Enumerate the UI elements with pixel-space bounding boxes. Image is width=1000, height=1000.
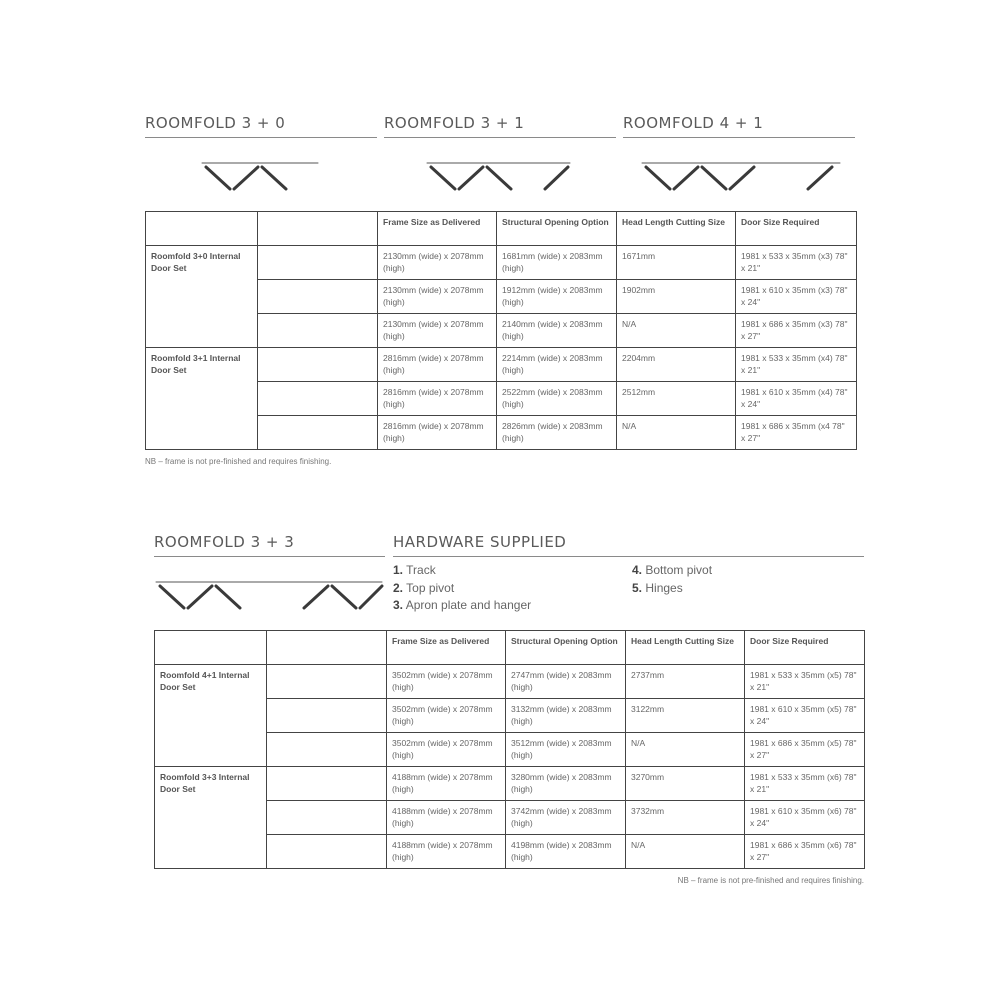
opening-cell: 2140mm (wide) x 2083mm (high) [497,314,617,348]
heading-roomfold-4-1: ROOMFOLD 4 + 1 [623,114,855,138]
finishing-note-2: NB – frame is not pre-finished and requires finishing. [677,876,864,885]
frame-cell: 4188mm (wide) x 2078mm (high) [387,835,506,869]
frame-cell: 3502mm (wide) x 2078mm (high) [387,665,506,699]
door-cell: 1981 x 533 x 35mm (x6) 78" x 21" [745,767,865,801]
opening-cell: 3742mm (wide) x 2083mm (high) [506,801,626,835]
opening-cell: 1681mm (wide) x 2083mm (high) [497,246,617,280]
door-cell: 1981 x 686 x 35mm (x5) 78" x 27" [745,733,865,767]
column-header: Head Length Cutting Size [617,212,736,246]
head-cell: N/A [617,314,736,348]
head-cell: N/A [617,416,736,450]
door-cell: 1981 x 686 x 35mm (x3) 78" x 27" [736,314,857,348]
door-cell: 1981 x 610 x 35mm (x5) 78" x 24" [745,699,865,733]
opening-cell: 3280mm (wide) x 2083mm (high) [506,767,626,801]
frame-cell: 4188mm (wide) x 2078mm (high) [387,801,506,835]
heading-roomfold-3-3: ROOMFOLD 3 + 3 [154,533,385,557]
blank-cell [258,382,378,416]
opening-cell: 2522mm (wide) x 2083mm (high) [497,382,617,416]
frame-cell: 2816mm (wide) x 2078mm (high) [378,382,497,416]
blank-cell [258,280,378,314]
table-header-row [146,212,857,246]
frame-cell: 4188mm (wide) x 2078mm (high) [387,767,506,801]
opening-cell: 4198mm (wide) x 2083mm (high) [506,835,626,869]
head-cell: 2512mm [617,382,736,416]
column-header: Head Length Cutting Size [626,631,745,665]
blank-cell [267,665,387,699]
blank-header [146,212,258,246]
hardware-item: 3. Apron plate and hanger [393,598,532,612]
opening-cell: 3132mm (wide) x 2083mm (high) [506,699,626,733]
group-label: Roomfold 3+1 Internal Door Set [146,348,258,450]
door-cell: 1981 x 686 x 35mm (x4 78" x 27" [736,416,857,450]
frame-cell: 2130mm (wide) x 2078mm (high) [378,246,497,280]
heading-roomfold-3-1: ROOMFOLD 3 + 1 [384,114,616,138]
opening-cell: 3512mm (wide) x 2083mm (high) [506,733,626,767]
spec-table-2 [154,630,865,869]
blank-cell [258,246,378,280]
blank-cell [258,348,378,382]
head-cell: 3270mm [626,767,745,801]
head-cell: 3122mm [626,699,745,733]
blank-header [258,212,378,246]
table-row [146,348,857,382]
head-cell: 1902mm [617,280,736,314]
column-header: Structural Opening Option [497,212,617,246]
door-cell: 1981 x 533 x 35mm (x4) 78" x 21" [736,348,857,382]
heading-roomfold-3-0: ROOMFOLD 3 + 0 [145,114,377,138]
fold-diagram-4-1 [640,158,845,194]
head-cell: N/A [626,733,745,767]
opening-cell: 2826mm (wide) x 2083mm (high) [497,416,617,450]
head-cell: 2204mm [617,348,736,382]
finishing-note-1: NB – frame is not pre-finished and requires finishing. [145,457,332,466]
column-header: Door Size Required [745,631,865,665]
fold-diagram-3-0 [200,158,325,194]
door-cell: 1981 x 533 x 35mm (x5) 78" x 21" [745,665,865,699]
blank-cell [267,801,387,835]
table-row [155,665,865,699]
heading-hardware-supplied: HARDWARE SUPPLIED [393,533,864,557]
head-cell: 3732mm [626,801,745,835]
blank-cell [267,835,387,869]
frame-cell: 2130mm (wide) x 2078mm (high) [378,280,497,314]
spec-table-1 [145,211,857,450]
door-cell: 1981 x 686 x 35mm (x6) 78" x 27" [745,835,865,869]
head-cell: 1671mm [617,246,736,280]
opening-cell: 1912mm (wide) x 2083mm (high) [497,280,617,314]
door-cell: 1981 x 610 x 35mm (x3) 78" x 24" [736,280,857,314]
fold-diagram-3-3 [154,577,386,615]
hardware-item: 5. Hinges [632,581,683,595]
head-cell: N/A [626,835,745,869]
group-label: Roomfold 4+1 Internal Door Set [155,665,267,767]
column-header: Frame Size as Delivered [387,631,506,665]
frame-cell: 2816mm (wide) x 2078mm (high) [378,348,497,382]
opening-cell: 2214mm (wide) x 2083mm (high) [497,348,617,382]
frame-cell: 3502mm (wide) x 2078mm (high) [387,733,506,767]
table-row [146,246,857,280]
blank-cell [258,416,378,450]
door-cell: 1981 x 610 x 35mm (x4) 78" x 24" [736,382,857,416]
fold-diagram-3-1 [425,158,575,194]
hardware-item: 1. Track [393,563,436,577]
column-header: Door Size Required [736,212,857,246]
blank-header [155,631,267,665]
frame-cell: 3502mm (wide) x 2078mm (high) [387,699,506,733]
frame-cell: 2816mm (wide) x 2078mm (high) [378,416,497,450]
column-header: Frame Size as Delivered [378,212,497,246]
door-cell: 1981 x 610 x 35mm (x6) 78" x 24" [745,801,865,835]
hardware-item: 2. Top pivot [393,581,455,595]
group-label: Roomfold 3+0 Internal Door Set [146,246,258,348]
blank-cell [267,699,387,733]
blank-cell [258,314,378,348]
blank-cell [267,733,387,767]
opening-cell: 2747mm (wide) x 2083mm (high) [506,665,626,699]
blank-header [267,631,387,665]
group-label: Roomfold 3+3 Internal Door Set [155,767,267,869]
table-row [155,767,865,801]
frame-cell: 2130mm (wide) x 2078mm (high) [378,314,497,348]
table-header-row [155,631,865,665]
hardware-item: 4. Bottom pivot [632,563,713,577]
head-cell: 2737mm [626,665,745,699]
column-header: Structural Opening Option [506,631,626,665]
door-cell: 1981 x 533 x 35mm (x3) 78" x 21" [736,246,857,280]
blank-cell [267,767,387,801]
